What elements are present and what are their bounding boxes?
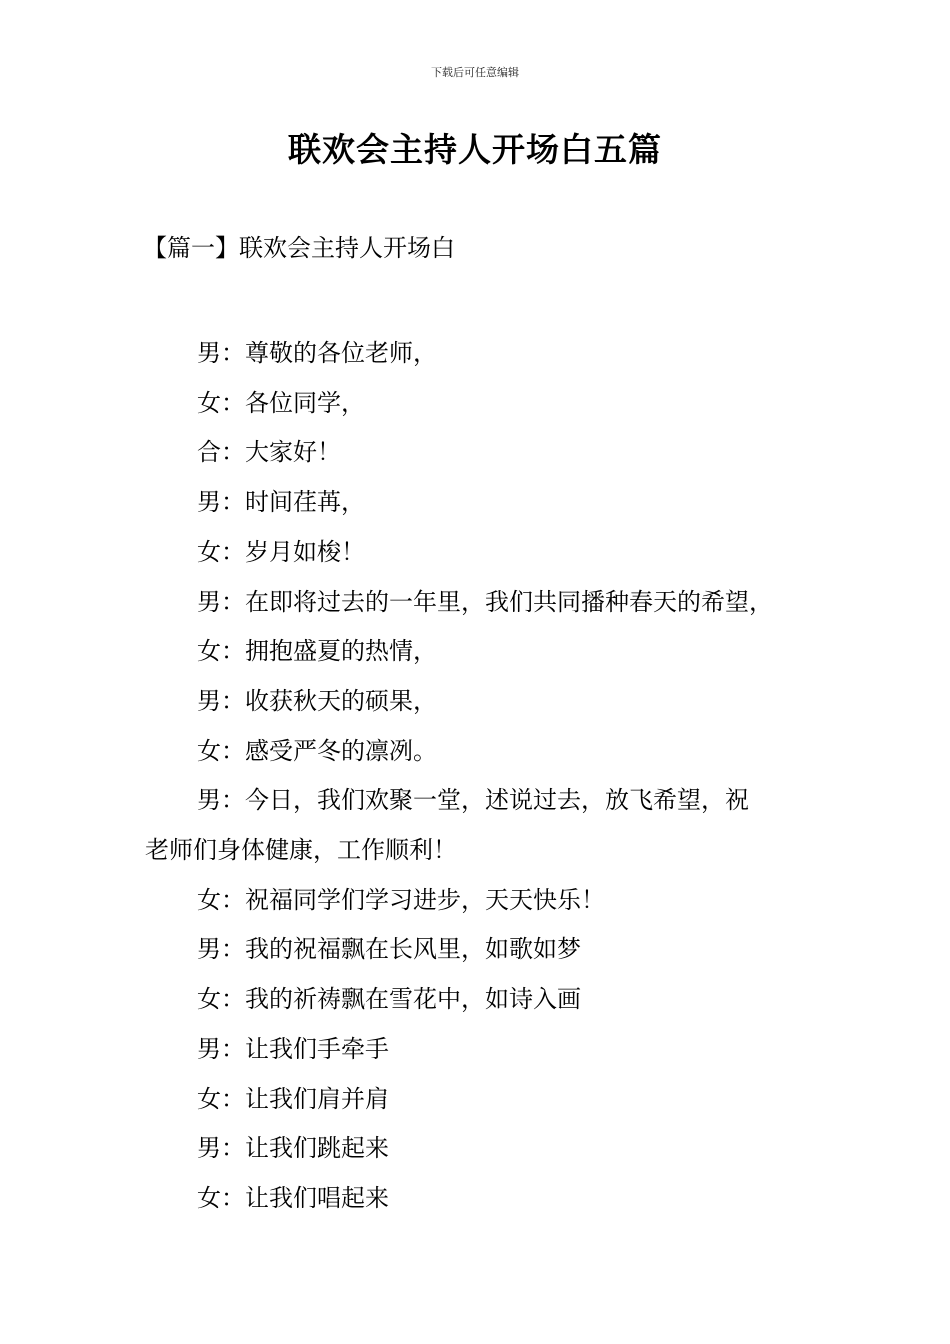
dialogue-line: 女：感受严冬的凛冽。 [197,736,437,765]
dialogue-line: 合：大家好！ [197,438,341,467]
dialogue-body [145,329,809,1224]
dialogue-paragraph-continuation: 老师们身体健康，工作顺利！ [145,836,457,865]
dialogue-line: 男：让我们跳起来 [197,1134,389,1163]
dialogue-line: 女：拥抱盛夏的热情， [197,637,437,666]
header-note: 下载后可任意编辑 [431,66,519,79]
dialogue-line: 男：在即将过去的一年里，我们共同播种春天的希望， [197,587,773,616]
dialogue-line: 男：时间荏苒， [197,488,365,517]
dialogue-line: 女：我的祈祷飘在雪花中，如诗入画 [197,985,581,1014]
dialogue-line: 女：让我们唱起来 [197,1183,389,1212]
section-heading: 【篇一】联欢会主持人开场白 [143,234,455,262]
dialogue-line: 男：收获秋天的硕果， [197,686,437,715]
dialogue-line: 男：我的祝福飘在长风里，如歌如梦 [197,935,581,964]
document-title: 联欢会主持人开场白五篇 [288,130,662,169]
dialogue-line: 女：让我们肩并肩 [197,1084,389,1113]
dialogue-line: 女：祝福同学们学习进步，天天快乐！ [197,885,605,914]
dialogue-line: 男：让我们手牵手 [197,1034,389,1063]
dialogue-line: 女：各位同学， [197,388,365,417]
dialogue-paragraph-line: 男：今日，我们欢聚一堂，述说过去，放飞希望，祝 [197,786,749,815]
dialogue-line: 男：尊敬的各位老师， [197,339,437,367]
dialogue-line: 女：岁月如梭！ [197,537,365,566]
